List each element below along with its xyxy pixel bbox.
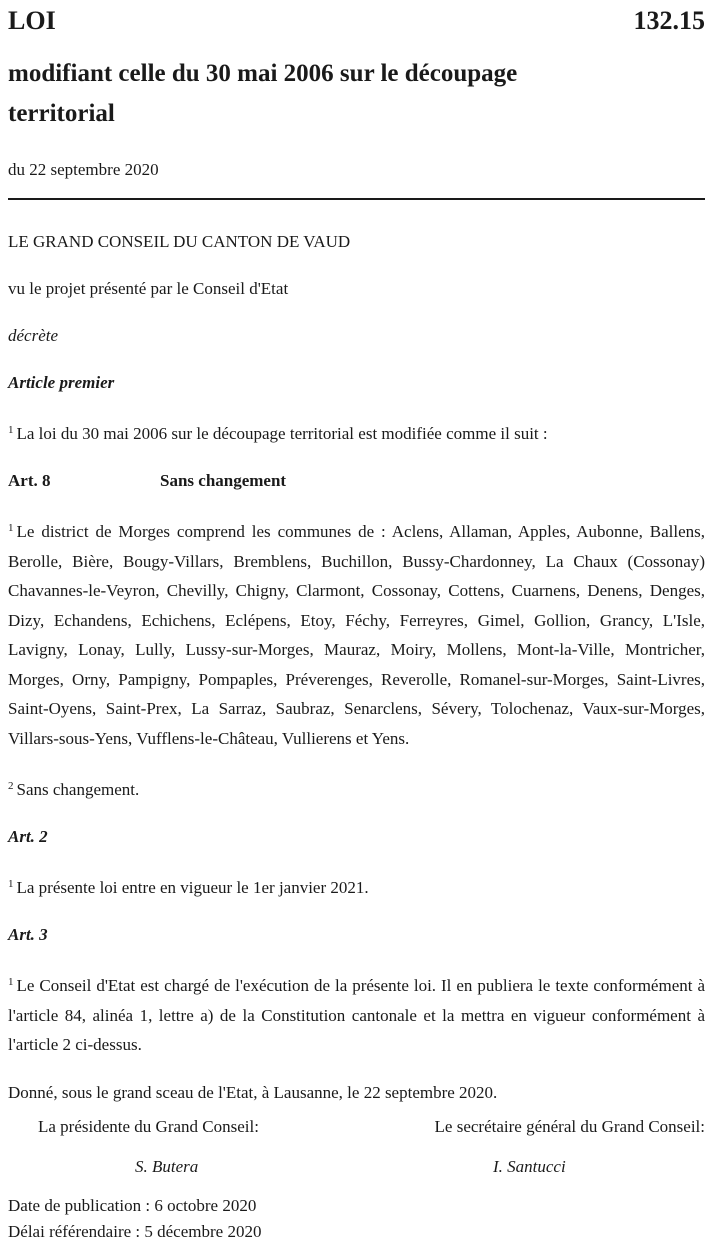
alinea-number: 1 bbox=[8, 522, 14, 534]
document-title bbox=[8, 54, 705, 134]
alinea-number: 2 bbox=[8, 780, 14, 792]
art8-title: Sans changement bbox=[160, 471, 287, 490]
document-type: LOI bbox=[8, 6, 56, 35]
art3-al1 bbox=[8, 968, 705, 1060]
alinea-text: Le Conseil d'Etat est chargé de l'exécution de la présente loi. Il en publiera le texte conformément à l'article 84, alinéa 1, lettre a) de la Constitution cantonale et la mettra en vigueur conformément à l'article 2 ci-dessus. bbox=[8, 976, 705, 1054]
article-premier-al1 bbox=[8, 416, 705, 448]
art2-al1 bbox=[8, 870, 705, 902]
art3-heading: Art. 3 bbox=[8, 925, 48, 944]
secretary-title: Le secrétaire général du Grand Conseil: bbox=[434, 1116, 705, 1136]
alinea-number: 1 bbox=[8, 976, 14, 988]
art2-heading: Art. 2 bbox=[8, 827, 48, 846]
authority: LE GRAND CONSEIL DU CANTON DE VAUD bbox=[8, 232, 351, 251]
alinea-text: La présente loi entre en vigueur le 1er janvier 2021. bbox=[16, 878, 369, 897]
given-line: Donné, sous le grand sceau de l'Etat, à Lausanne, le 22 septembre 2020. bbox=[8, 1082, 498, 1102]
decrees: décrète bbox=[8, 326, 59, 345]
alinea-number: 1 bbox=[8, 878, 14, 890]
president-name: S. Butera bbox=[135, 1156, 199, 1176]
document-body bbox=[8, 228, 705, 1245]
art8-number: Art. 8 bbox=[8, 471, 51, 490]
document-number: 132.15 bbox=[633, 6, 705, 35]
art8-al1 bbox=[8, 514, 705, 753]
document-header bbox=[8, 6, 705, 36]
president-title: La présidente du Grand Conseil: bbox=[38, 1116, 259, 1136]
alinea-text: Sans changement. bbox=[16, 780, 140, 799]
header-divider bbox=[8, 198, 705, 200]
document-date: du 22 septembre 2020 bbox=[8, 160, 159, 179]
art8-al2 bbox=[8, 772, 705, 804]
alinea-text: La loi du 30 mai 2006 sur le découpage territorial est modifiée comme il suit : bbox=[16, 424, 548, 443]
alinea-number: 1 bbox=[8, 424, 14, 436]
article-premier-heading: Article premier bbox=[8, 373, 115, 392]
signatory-titles bbox=[8, 1113, 705, 1141]
considering: vu le projet présenté par le Conseil d'Etat bbox=[8, 279, 289, 298]
publication-date: Date de publication : 6 octobre 2020 bbox=[8, 1195, 257, 1215]
art8-heading bbox=[8, 467, 705, 495]
title-line-2: territorial bbox=[8, 100, 115, 127]
title-line-1: modifiant celle du 30 mai 2006 sur le découpage bbox=[8, 60, 518, 87]
referendum-deadline: Délai référendaire : 5 décembre 2020 bbox=[8, 1221, 262, 1241]
secretary-name: I. Santucci bbox=[493, 1156, 566, 1176]
signatory-names bbox=[8, 1153, 705, 1181]
alinea-text: Le district de Morges comprend les communes de : Aclens, Allaman, Apples, Aubonne, Ballens, Berolle, Bière, Bougy-Villars, Bremblens, Buchillon, Bussy-Chardonney, La Chaux (Cossonay) Chavannes-le-Veyron, Chevilly, Chigny, Clarmont, Cossonay, Cottens, Cuarnens, Denens, Denges, Dizy, Echandens, Echichens, Eclépens, Etoy, Féchy, Ferreyres, Gimel, Gollion, Grancy, L'Isle, Lavigny, Lonay, Lully, Lussy-sur-Morges, Mauraz, Moiry, Mollens, Mont-la-Ville, Montricher, Morges, Orny, Pampigny, Pompaples, Préverenges, Reverolle, Romanel-sur-Morges, Saint-Livres, Saint-Oyens, Saint-Prex, La Sarraz, Saubraz, Senarclens, Sévery, Tolochenaz, Vaux-sur-Morges, Villars-sous-Yens, Vufflens-le-Château, Vullierens et Yens. bbox=[8, 522, 705, 748]
